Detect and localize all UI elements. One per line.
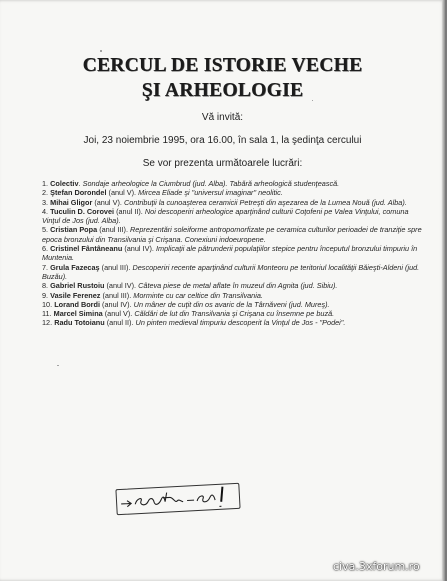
paper-title: Un mâner de cuţit din os avaric de la Târnăveni (jud. Mureş). <box>133 299 330 309</box>
author-year: (anul IV). <box>122 244 156 254</box>
item-number: 4. <box>42 206 49 216</box>
author-year: (anul V). <box>102 309 135 319</box>
presentation-item <box>42 291 422 300</box>
presentation-item <box>42 179 422 188</box>
presentation-item <box>42 281 422 290</box>
paper-title: Mircea Eliade şi "universul imaginar" neolitic. <box>138 188 283 198</box>
author-name: Cristinel Fântâneanu <box>50 244 123 254</box>
presentation-item <box>42 263 422 282</box>
item-number: 3. <box>42 197 49 207</box>
presentation-item <box>42 244 422 263</box>
item-number: 12. <box>42 318 53 328</box>
scan-speck <box>312 100 313 101</box>
invite-text: Vă invită: <box>201 112 244 123</box>
handwriting-scribble <box>116 484 239 514</box>
author-year: (anul V). <box>106 188 139 198</box>
document-title-line2: ŞI ARHEOLOGIE <box>141 80 304 101</box>
paper-title: Reprezentări soleiforme antropomorfizate pe ceramica culturilor perioadei de tranziţie spre epoca bronzului din Transilvania şi Crişana. Conexiuni indoeuropene. <box>42 225 422 244</box>
author-year: (anul III). <box>99 262 133 272</box>
author-name: Vasile Ferenez <box>50 290 101 300</box>
author-name: Cristian Popa <box>50 225 98 235</box>
site-watermark: civa.3xforum.ro <box>333 560 420 573</box>
handwritten-signature-stamp <box>115 483 240 515</box>
author-name: Lorand Bordi <box>54 299 100 309</box>
scan-speck <box>57 365 59 366</box>
document-title-line1: CERCUL DE ISTORIE VECHE <box>82 55 363 76</box>
paper-title: Morminte cu car celtice din Transilvania. <box>133 290 263 300</box>
presentation-item <box>42 188 422 197</box>
author-name: Tuculin D. Corovei <box>50 206 115 216</box>
item-number: 2. <box>42 188 49 198</box>
paper-title: Un pinten medieval timpuriu descoperit la Vinţul de Jos - "Podei". <box>135 318 346 328</box>
item-number: 6. <box>42 244 49 254</box>
presentation-item <box>42 300 422 309</box>
paper-title: Sondaje arheologice la Ciumbrud (jud. Alba). Tabără arheologică studenţească. <box>82 179 340 188</box>
item-number: 11. <box>42 309 52 319</box>
presentation-item <box>42 207 422 226</box>
author-name: Marcel Simina <box>53 309 103 319</box>
author-year: (anul III). <box>97 225 131 235</box>
author-year: (anul II). <box>114 206 145 216</box>
paper-title: Câteva piese de metal aflate în muzeul din Agnita (jud. Sibiu). <box>138 281 338 291</box>
item-number: 10. <box>42 299 53 309</box>
presentation-item <box>42 198 422 207</box>
author-year: (anul II). <box>104 318 136 328</box>
presentations-list <box>42 179 422 328</box>
author-name: Grula Fazecaş <box>50 262 100 272</box>
author-year: (anul IV). <box>100 299 134 309</box>
meeting-details: Joi, 23 noiembrie 1995, ora 16.00, în sala 1, la şedinţa cercului <box>83 135 362 146</box>
paper-title: Descoperiri recente aparţinând culturii Monteoru pe teritoriul localităţii Băieşti-Aldeni (jud. Buzău). <box>42 262 420 281</box>
item-number: 9. <box>42 290 49 300</box>
author-year: . <box>78 179 83 188</box>
scan-speck <box>100 50 102 52</box>
paper-title: Căldări de lut din Transilvania şi Crişana cu însemne pe buză. <box>134 309 335 319</box>
item-number: 7. <box>42 262 49 272</box>
author-name: Mihai Gligor <box>50 197 93 207</box>
presentation-item <box>42 225 422 244</box>
item-number: 8. <box>42 281 49 291</box>
presentations-heading: Se vor prezenta următoarele lucrări: <box>142 158 303 169</box>
author-year: (anul III). <box>100 290 134 300</box>
author-name: Radu Totoianu <box>54 318 105 328</box>
paper-title: Contribuţii la cunoaşterea ceramicii Petreşti din aşezarea de la Lumea Nouă (jud. Alba). <box>123 197 407 207</box>
author-year: (anul V). <box>92 197 124 207</box>
paper-title: Implicaţii ale pătrunderii populaţiilor stepice pentru începutul bronzului timpuriu în Muntenia. <box>42 244 418 263</box>
paper-title: Noi descoperiri arheologice aparţinând culturii Coţofeni pe Valea Vinţului, comuna Vinţul de Jos (jud. Alba). <box>42 206 409 226</box>
author-name: Ştefan Dorondel <box>50 188 107 198</box>
author-name: Gabriel Rustoiu <box>50 281 105 291</box>
presentation-item <box>42 318 422 327</box>
item-number: 1. <box>42 179 49 188</box>
item-number: 5. <box>42 225 49 235</box>
author-name: Colectiv <box>50 179 79 188</box>
author-year: (anul IV). <box>104 281 139 291</box>
presentation-item <box>42 309 422 318</box>
